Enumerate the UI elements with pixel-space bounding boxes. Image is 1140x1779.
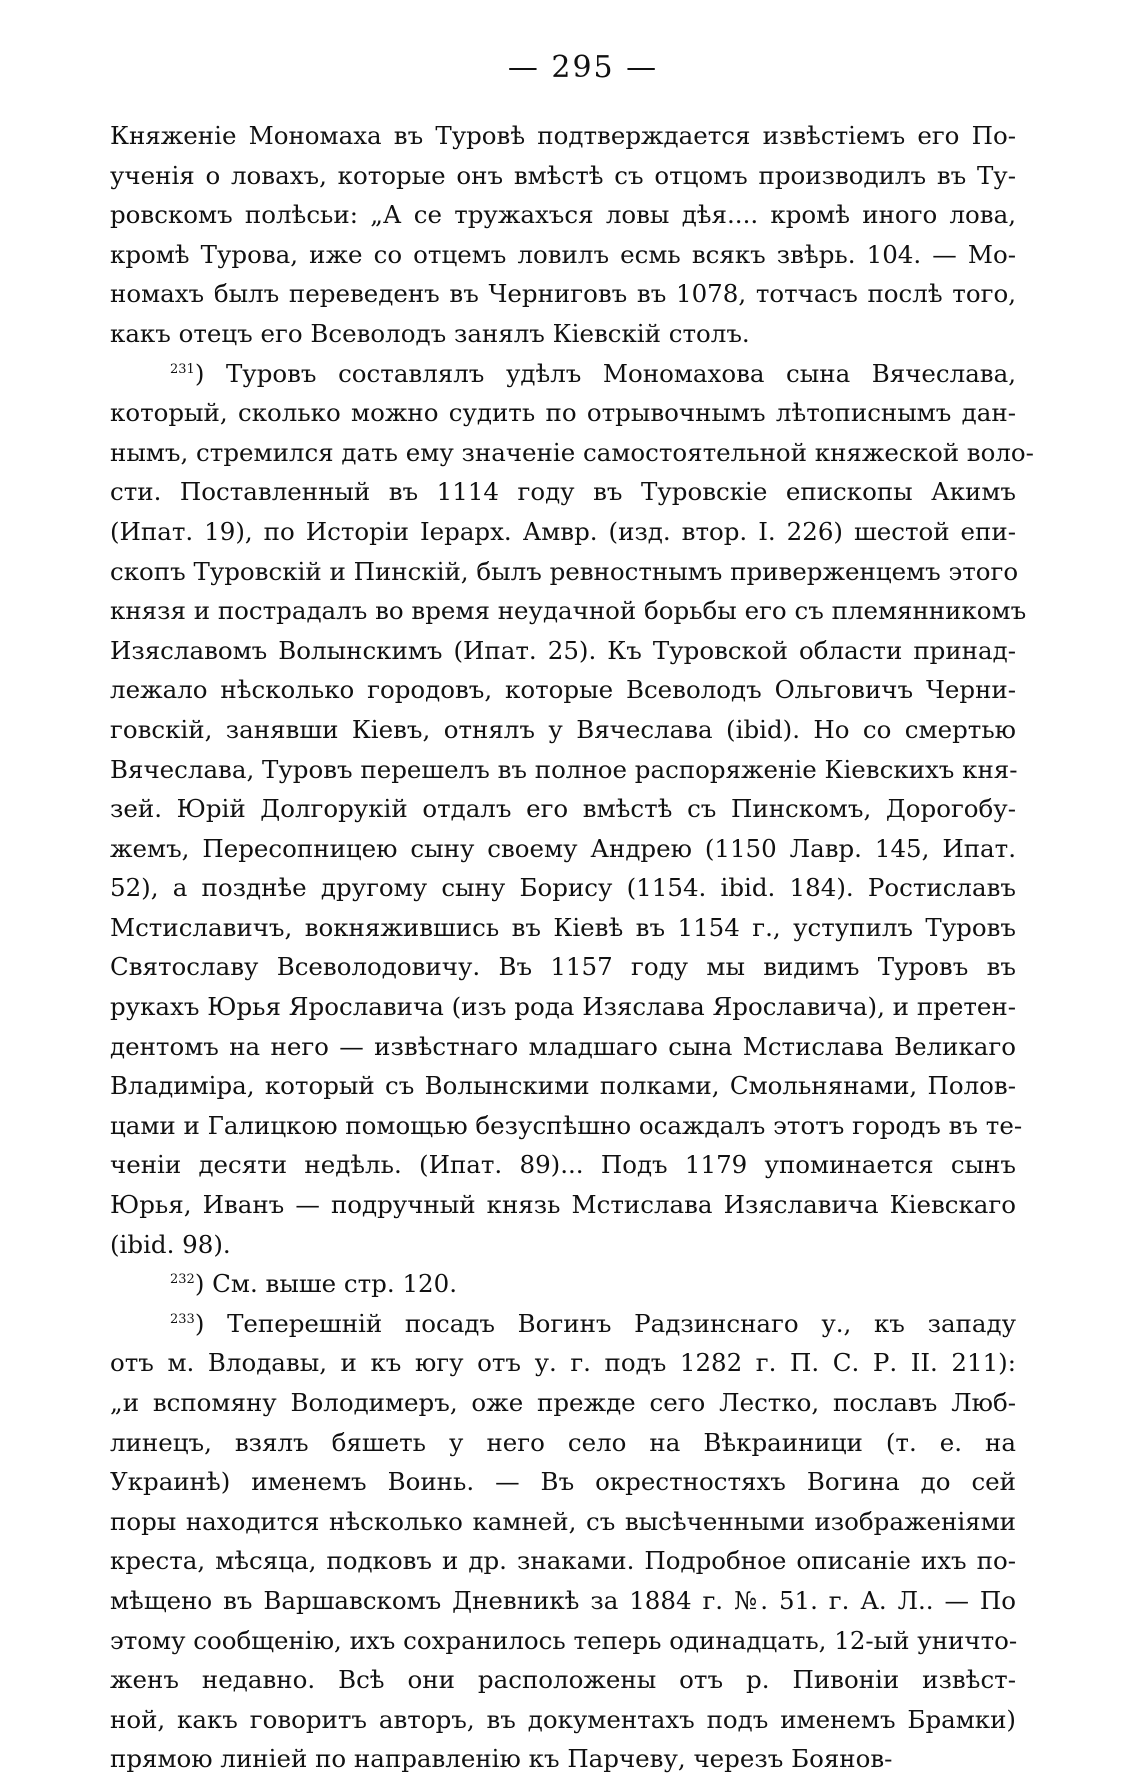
line-text: Владиміра, который съ Волынскими полками, Смольнянами, Полов- <box>110 1071 1016 1101</box>
line-text: ) Теперешній посадъ Вогинъ Радзинснаго у., къ западу <box>194 1308 1016 1338</box>
line-text: (Ипат. 19), по Исторіи Іерарх. Амвр. (изд. втор. I. 226) шестой епи- <box>110 516 1016 546</box>
line-text: прямою линіей по направленію къ Парчеву, черезъ Боянов- <box>110 1744 893 1774</box>
line-text: 52), а позднѣе другому сыну Борису (1154. ibid. 184). Ростиславъ <box>110 873 1016 903</box>
line-text: лежало нѣсколько городовъ, которые Всеволодъ Ольговичъ Черни- <box>110 675 1016 705</box>
line-text: сти. Поставленный въ 1114 году въ Туровскіе епископы Акимъ <box>110 477 1016 507</box>
line-text: ровскомъ полѣсьи: „А се тружахъся ловы дѣя.... кромѣ иного лова, <box>110 200 1016 230</box>
paragraph-n232 <box>110 1264 1016 1304</box>
line-text: Мстиславичъ, вокняжившись въ Кіевѣ въ 1154 г., уступилъ Туровъ <box>110 912 1016 942</box>
text-line <box>110 274 1016 314</box>
text-line <box>110 1304 1016 1344</box>
text-line <box>110 116 1016 156</box>
paragraph-n233 <box>110 1304 1016 1779</box>
text-line <box>110 908 1016 948</box>
text-line <box>110 1739 1016 1779</box>
text-line <box>110 1106 1023 1146</box>
text-line <box>110 1225 1016 1265</box>
line-text: Княженіе Мономаха въ Туровѣ подтверждается извѣстіемъ его По- <box>110 121 1016 150</box>
line-text: Святославу Всеволодовичу. Въ 1157 году мы видимъ Туровъ въ <box>110 952 1016 982</box>
text-line <box>110 1660 1016 1700</box>
text-line <box>110 829 1016 869</box>
line-text: скопъ Туровскій и Пинскій, былъ ревностнымъ приверженцемъ этого <box>110 556 1019 586</box>
text-line <box>110 987 1016 1027</box>
page <box>110 48 1034 1779</box>
line-text: дентомъ на него — извѣстнаго младшаго сына Мстислава Великаго <box>110 1031 1016 1061</box>
line-text: мѣщено въ Варшавскомъ Дневникѣ за 1884 г. №. 51. г. А. Л.. — По <box>110 1585 1016 1615</box>
text-line <box>110 1145 1016 1185</box>
footnote-marker: 232 <box>170 1272 195 1288</box>
footnote-marker: 233 <box>170 1311 195 1327</box>
text-line <box>110 1066 1016 1106</box>
line-text: номахъ былъ переведенъ въ Черниговъ въ 1078, тотчасъ послѣ того, <box>110 279 1016 309</box>
line-text: жемъ, Пересопницею сыну своему Андрею (1150 Лавр. 145, Ипат. <box>110 833 1016 863</box>
footnote-marker: 231 <box>170 361 195 377</box>
paragraph-n231 <box>110 354 1034 1265</box>
line-text: нымъ, стремился дать ему значеніе самостоятельной княжеской воло- <box>110 437 1034 467</box>
line-text: который, сколько можно судить по отрывочнымъ лѣтописнымъ дан- <box>110 398 1016 428</box>
text-line <box>110 1462 1016 1502</box>
text-line <box>110 1502 1016 1542</box>
line-text: Юрья, Иванъ — подручный князь Мстислава Изяславича Кіевскаго <box>110 1190 1016 1220</box>
line-text: этому сообщенію, ихъ сохранилось теперь одинадцать, 12-ый уничто- <box>110 1625 1018 1655</box>
text-line <box>110 1383 1016 1423</box>
line-text: рукахъ Юрья Ярославича (изъ рода Изяслава Ярославича), и претен- <box>110 992 1016 1022</box>
text-line <box>110 750 1016 790</box>
text-line <box>110 670 1016 710</box>
line-text: поры находится нѣсколько камней, съ высѣченными изображеніями <box>110 1506 1016 1536</box>
line-text: говскій, занявши Кіевъ, отнялъ у Вячеслава (ibid). Но со смертью <box>110 714 1016 744</box>
text-line <box>110 868 1016 908</box>
line-text: цами и Галицкою помощью безуспѣшно осаждалъ этотъ городъ въ те- <box>110 1110 1023 1140</box>
line-text: какъ отецъ его Всеволодъ занялъ Кіевскій столъ. <box>110 318 750 348</box>
text-line <box>110 1700 1016 1740</box>
line-text: линецъ, взялъ бяшеть у него село на Вѣкраиници (т. е. на <box>110 1427 1016 1457</box>
text-line <box>110 195 1016 235</box>
page-number: — 295 — <box>507 50 659 85</box>
text-line <box>110 1027 1016 1067</box>
text-line <box>110 631 1016 671</box>
text-line <box>110 947 1016 987</box>
text-line <box>110 354 1016 394</box>
text-line <box>110 314 1016 354</box>
line-text: кромѣ Турова, иже со отцемъ ловилъ есмь всякъ звѣрь. 104. — Мо- <box>110 239 1016 269</box>
text-line <box>110 235 1016 275</box>
text-line <box>110 1541 1016 1581</box>
line-text: ченіи десяти недѣль. (Ипат. 89)... Подъ 1179 упоминается сынъ <box>110 1150 1016 1180</box>
text-line <box>110 1185 1016 1225</box>
text-line <box>110 789 1016 829</box>
line-text: (ibid. 98). <box>110 1229 231 1259</box>
line-text: женъ недавно. Всѣ они расположены отъ р. Пивоніи извѣст- <box>110 1665 1016 1695</box>
line-text: зей. Юрій Долгорукій отдалъ его вмѣстѣ съ Пинскомъ, Дорогобу- <box>110 794 1016 824</box>
text-line <box>110 393 1016 433</box>
paragraph-p230_tail <box>110 116 1016 354</box>
text-line <box>110 710 1016 750</box>
text-line <box>110 552 1019 592</box>
line-text: Изяславомъ Волынскимъ (Ипат. 25). Къ Туровской области принад- <box>110 635 1016 665</box>
text-line <box>110 433 1034 473</box>
line-text: „и вспомяну Володимеръ, оже прежде сего Лестко, пославъ Люб- <box>110 1388 1016 1417</box>
text-line <box>110 156 1016 196</box>
line-text: ) Туровъ составлялъ удѣлъ Мономахова сына Вячеслава, <box>194 358 1016 388</box>
text-line <box>110 512 1016 552</box>
text-line <box>110 1423 1016 1463</box>
text-line <box>110 1264 1016 1304</box>
text-line <box>110 1581 1016 1621</box>
line-text: князя и пострадалъ во время неудачной борьбы его съ племянникомъ <box>110 596 1027 626</box>
text-line <box>110 1621 1016 1661</box>
line-text: ) См. выше стр. 120. <box>194 1269 457 1299</box>
text-line <box>110 1343 1016 1383</box>
line-text: Украинѣ) именемъ Воинь. — Въ окрестностяхъ Вогина до сей <box>110 1467 1016 1497</box>
line-text: отъ м. Влодавы, и къ югу отъ у. г. подъ 1282 г. П. С. Р. II. 211): <box>110 1348 1016 1378</box>
line-text: Вячеслава, Туровъ перешелъ въ полное распоряженіе Кіевскихъ кня- <box>110 754 1018 784</box>
line-text: ученія о ловахъ, которые онъ вмѣстѣ съ отцомъ производилъ въ Ту- <box>110 160 1016 190</box>
text-line <box>110 591 1027 631</box>
line-text: ной, какъ говоритъ авторъ, въ документахъ подъ именемъ Брамки) <box>110 1704 1016 1734</box>
text-body <box>110 116 1034 1779</box>
text-line <box>110 472 1016 512</box>
line-text: креста, мѣсяца, подковъ и др. знаками. Подробное описаніе ихъ по- <box>110 1546 1016 1576</box>
